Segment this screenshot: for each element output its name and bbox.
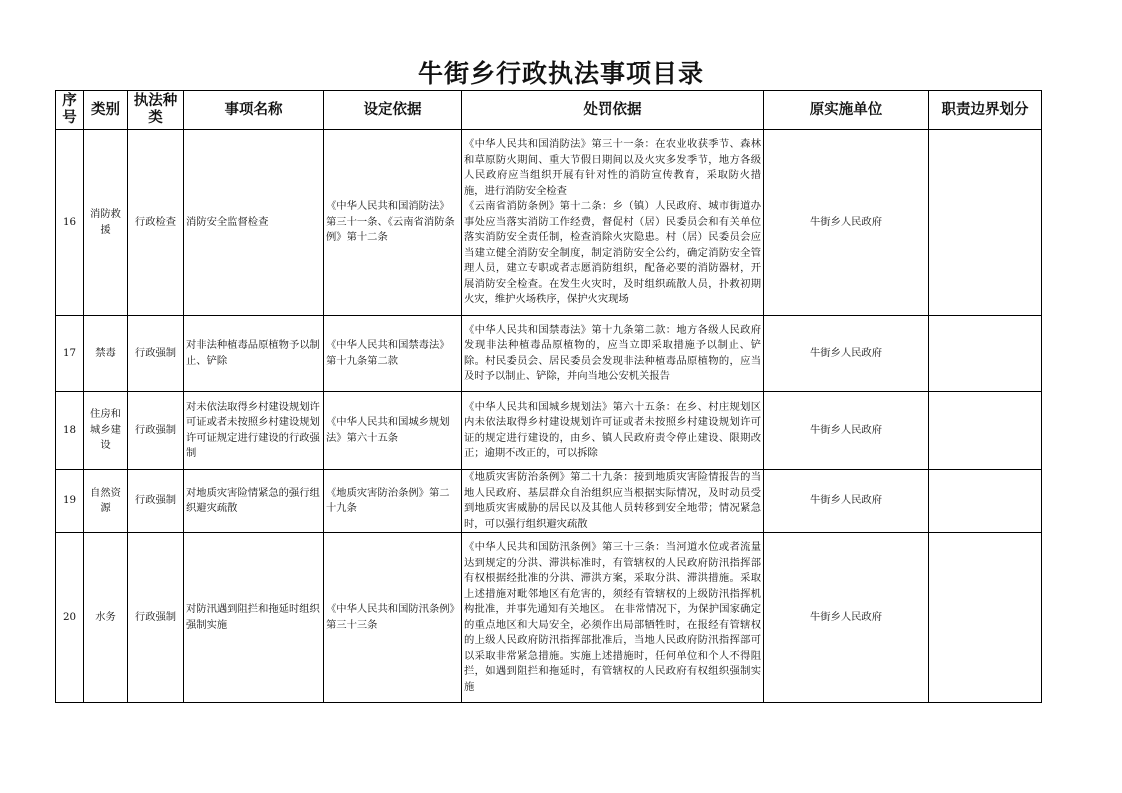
row-basis: 《中华人民共和国防汛条例》第三十三条 [324,533,462,703]
row-category: 消防救援 [84,130,128,316]
row-category: 自然资源 [84,470,128,533]
table-row [56,392,1042,470]
row-boundary [929,316,1042,392]
table-row [56,130,1042,316]
row-penalty: 《中华人民共和国城乡规划法》第六十五条：在乡、村庄规划区内未依法取得乡村建设规划许可证或者未按照乡村建设规划许可证的规定进行建设的，由乡、镇人民政府责令停止建设、限期改正；逾期不改正的，可以拆除 [462,392,764,470]
col-header-basis: 设定依据 [324,91,462,130]
row-unit: 牛街乡人民政府 [764,392,929,470]
row-basis: 《地质灾害防治条例》第二十九条 [324,470,462,533]
col-header-no: 序号 [56,91,84,130]
row-kind: 行政强制 [128,533,184,703]
row-kind: 行政检查 [128,130,184,316]
row-name: 对地质灾害险情紧急的强行组织避灾疏散 [184,470,324,533]
row-no: 20 [56,533,84,703]
row-kind: 行政强制 [128,392,184,470]
row-penalty: 《中华人民共和国消防法》第三十一条：在农业收获季节、森林和草原防火期间、重大节假日期间以及火灾多发季节，地方各级人民政府应当组织开展有针对性的消防宣传教育，采取防火措施，进行消防安全检查 《云南省消防条例》第十二条：乡（镇）人民政府、城市街道办事处应当落实消防工作经费，督促村（居）民委员会和有关单位落实消防安全责任制，检查消除火灾隐患。村（居）民委员会应当建立健全消防安全制度，制定消防安全公约，确定消防安全管理人员，建立专职或者志愿消防组织，配备必要的消防器材，开展消防安全检查。在发生火灾时，及时组织疏散人员，扑救初期火灾，维护火场秩序，保护火灾现场 [462,130,764,316]
row-basis: 《中华人民共和国城乡规划法》第六十五条 [324,392,462,470]
row-no: 16 [56,130,84,316]
col-header-name: 事项名称 [184,91,324,130]
row-unit: 牛街乡人民政府 [764,130,929,316]
row-category: 禁毒 [84,316,128,392]
row-penalty: 《中华人民共和国防汛条例》第三十三条：当河道水位或者流量达到规定的分洪、滞洪标准时，有管辖权的人民政府防汛指挥部有权根据经批准的分洪、滞洪方案，采取分洪、滞洪措施。采取上述措施对毗邻地区有危害的，须经有管辖权的上级防汛指挥机构批准，并事先通知有关地区。 在非常情况下，为保护国家确定的重点地区和大局安全，必须作出局部牺牲时，在报经有管辖权的上级人民政府防汛指挥部批准后，当地人民政府防汛指挥部可以采取非常紧急措施。实施上述措施时，任何单位和个人不得阻拦，如遇到阻拦和拖延时，有管辖权的人民政府有权组织强制实施 [462,533,764,703]
col-header-penalty: 处罚依据 [462,91,764,130]
row-boundary [929,392,1042,470]
table-row [56,470,1042,533]
row-penalty: 《地质灾害防治条例》第二十九条：接到地质灾害险情报告的当地人民政府、基层群众自治组织应当根据实际情况，及时动员受到地质灾害威胁的居民以及其他人员转移到安全地带；情况紧急时，可以强行组织避灾疏散 [462,470,764,533]
row-penalty: 《中华人民共和国禁毒法》第十九条第二款：地方各级人民政府发现非法种植毒品原植物的，应当立即采取措施予以制止、铲除。村民委员会、居民委员会发现非法种植毒品原植物的，应当及时予以制止、铲除，并向当地公安机关报告 [462,316,764,392]
row-category: 住房和城乡建设 [84,392,128,470]
row-unit: 牛街乡人民政府 [764,470,929,533]
row-name: 消防安全监督检查 [184,130,324,316]
row-boundary [929,130,1042,316]
row-name: 对防汛遇到阻拦和拖延时组织强制实施 [184,533,324,703]
row-category: 水务 [84,533,128,703]
row-basis: 《中华人民共和国禁毒法》第十九条第二款 [324,316,462,392]
row-no: 17 [56,316,84,392]
table-row [56,316,1042,392]
table-header-row [56,91,1042,130]
row-boundary [929,533,1042,703]
table-row [56,533,1042,703]
col-header-category: 类别 [84,91,128,130]
row-no: 18 [56,392,84,470]
row-unit: 牛街乡人民政府 [764,316,929,392]
row-kind: 行政强制 [128,470,184,533]
row-name: 对未依法取得乡村建设规划许可证或者未按照乡村建设规划许可证规定进行建设的行政强制 [184,392,324,470]
col-header-kind: 执法种类 [128,91,184,130]
row-boundary [929,470,1042,533]
enforcement-catalog-table [55,90,1042,703]
row-no: 19 [56,470,84,533]
col-header-unit: 原实施单位 [764,91,929,130]
row-unit: 牛街乡人民政府 [764,533,929,703]
row-basis: 《中华人民共和国消防法》第三十一条、《云南省消防条例》第十二条 [324,130,462,316]
col-header-boundary: 职责边界划分 [929,91,1042,130]
row-kind: 行政强制 [128,316,184,392]
row-name: 对非法种植毒品原植物予以制止、铲除 [184,316,324,392]
page-title: 牛街乡行政执法事项目录 [417,59,704,88]
